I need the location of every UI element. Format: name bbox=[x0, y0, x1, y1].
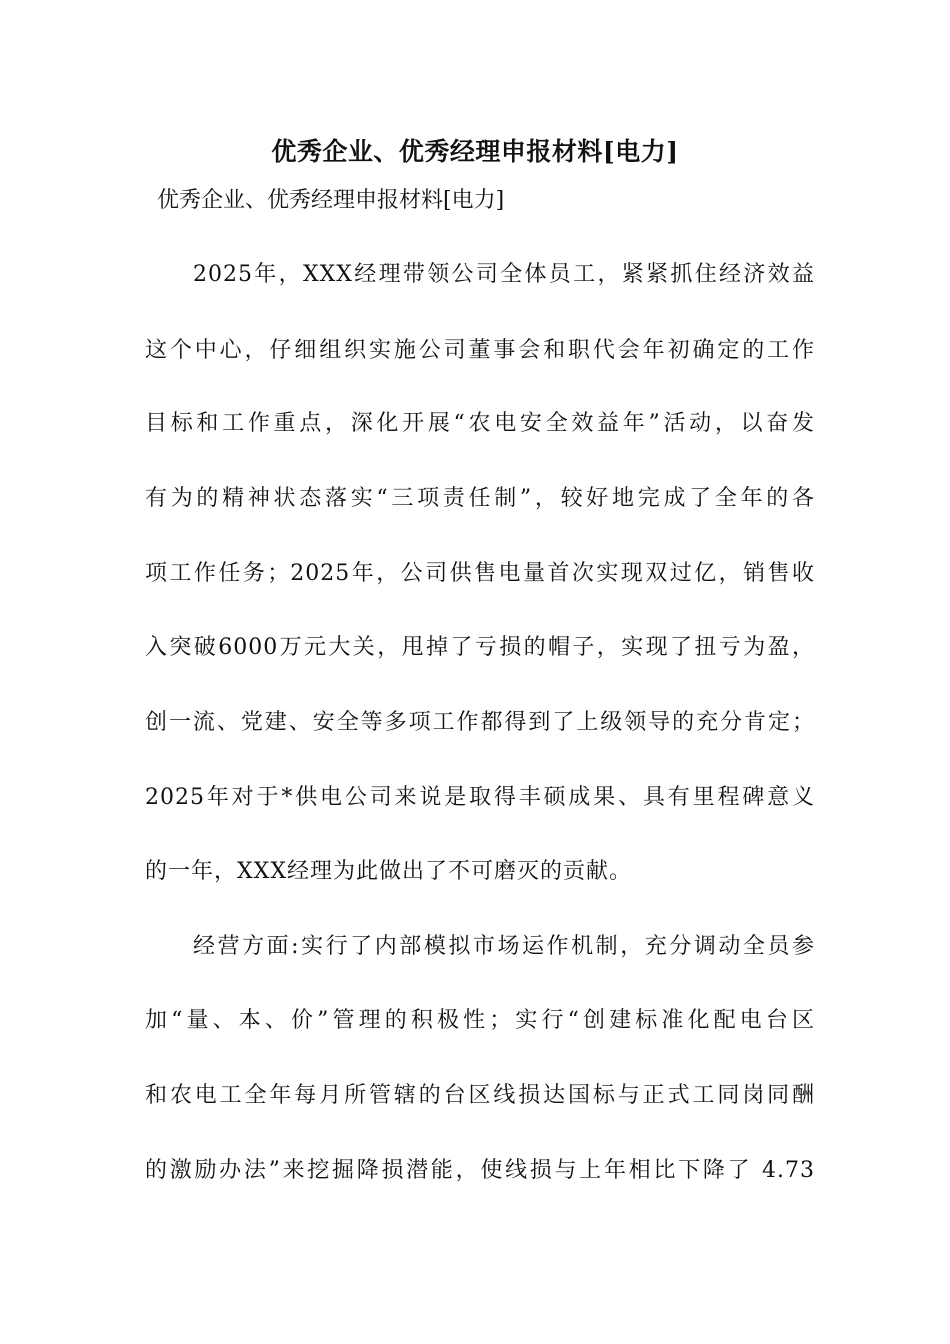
paragraph-1-line-3: 目标和工作重点，深化开展“农电安全效益年”活动，以奋发 bbox=[145, 411, 815, 436]
paragraph-1-line-4: 有为的精神状态落实“三项责任制”，较好地完成了全年的各 bbox=[145, 486, 815, 511]
document-title: 优秀企业、优秀经理申报材料[电力] bbox=[271, 137, 679, 166]
paragraph-2-line-4: 的激励办法”来挖掘降损潜能，使线损与上年相比下降了 4.73 bbox=[145, 1158, 815, 1183]
paragraph-1-line-8: 2025年对于*供电公司来说是取得丰硕成果、具有里程碑意义 bbox=[145, 785, 815, 810]
paragraph-2-line-3: 和农电工全年每月所管辖的台区线损达国标与正式工同岗同酬 bbox=[145, 1083, 815, 1108]
document-subtitle: 优秀企业、优秀经理申报材料[电力] bbox=[157, 188, 505, 213]
paragraph-1-line-7: 创一流、党建、安全等多项工作都得到了上级领导的充分肯定； bbox=[145, 710, 815, 735]
paragraph-2-line-1: 经营方面:实行了内部模拟市场运作机制，充分调动全员参 bbox=[193, 934, 815, 959]
paragraph-1-line-6: 入突破6000万元大关，甩掉了亏损的帽子，实现了扭亏为盈， bbox=[145, 635, 815, 660]
paragraph-1-line-2: 这个中心，仔细组织实施公司董事会和职代会年初确定的工作 bbox=[145, 338, 815, 363]
paragraph-1-line-5: 项工作任务；2025年，公司供售电量首次实现双过亿，销售收 bbox=[145, 561, 815, 586]
paragraph-1-line-9: 的一年，XXX经理为此做出了不可磨灭的贡献。 bbox=[145, 859, 632, 884]
paragraph-2-line-2: 加“量、本、价”管理的积极性；实行“创建标准化配电台区 bbox=[145, 1008, 815, 1033]
paragraph-1-line-1: 2025年，XXX经理带领公司全体员工，紧紧抓住经济效益 bbox=[193, 262, 815, 287]
